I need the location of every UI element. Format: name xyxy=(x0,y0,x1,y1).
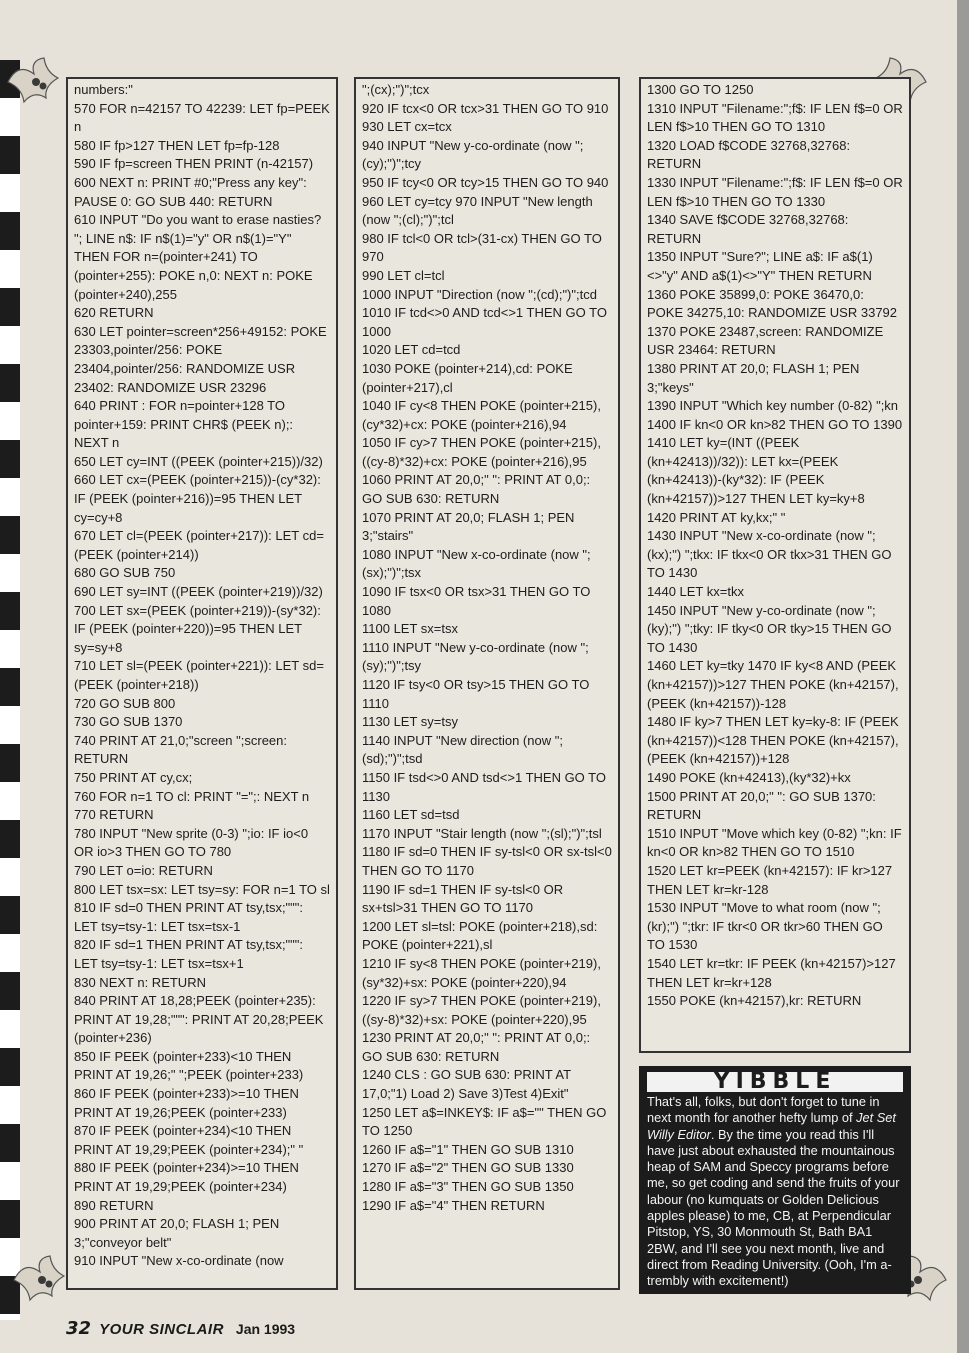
code-line: 1320 LOAD f$CODE 32768,32768: RETURN xyxy=(647,137,851,172)
code-line: 1540 LET kr=tkr: IF PEEK (kn+42157)>127 THEN LET kr=kr+128 xyxy=(647,955,896,990)
code-line: 750 PRINT AT cy,cx; xyxy=(74,769,193,785)
code-line: 1310 INPUT "Filename:";f$: IF LEN f$=0 OR LEN f$>10 THEN GO TO 1310 xyxy=(647,100,903,135)
code-line: 670 LET cl=(PEEK (pointer+217)): LET cd=(PEEK (pointer+214)) xyxy=(74,528,324,562)
code-line: 780 INPUT "New sprite (0-3) ";io: IF io<0 OR io>3 THEN GO TO 780 xyxy=(74,825,309,860)
code-line: 810 IF sd=0 THEN PRINT AT tsy,tsx;""": LET tsy=tsy-1: LET tsx=tsx-1 xyxy=(74,900,304,934)
yibble-heading: YIBBLE xyxy=(647,1072,903,1092)
code-line: 690 LET sy=INT ((PEEK (pointer+219))/32) xyxy=(74,584,323,600)
yibble-paragraph xyxy=(647,1094,903,1290)
code-line: 1370 POKE 23487,screen: RANDOMIZE USR 23464: RETURN xyxy=(647,323,884,358)
code-line: 600 NEXT n: PRINT #0;"Press any key": PAUSE 0: GO SUB 440: RETURN xyxy=(74,174,307,209)
code-line: 580 IF fp>127 THEN LET fp=fp-128 xyxy=(74,137,280,153)
code-line: 1000 INPUT "Direction (now ";(cd);")";tcd xyxy=(362,286,597,302)
code-line: 730 GO SUB 1370 xyxy=(74,714,183,730)
code-line: 1430 INPUT "New x-co-ordinate (now ";(kx);") ";tkx: IF tkx<0 OR tkx>31 THEN GO TO 1430 xyxy=(647,528,892,581)
code-line: 1100 LET sx=tsx xyxy=(362,621,458,637)
program-listing-text xyxy=(74,81,330,1271)
code-line: 630 LET pointer=screen*256+49152: POKE 23303,pointer/256: POKE 23404,pointer/256: RANDOMIZE USR 23402: RANDOMIZE USR 23296 xyxy=(74,323,327,395)
code-line: 1550 POKE (kn+42157),kr: RETURN xyxy=(647,993,862,1009)
code-line: 1450 INPUT "New y-co-ordinate (now ";(ky);") ";tky: IF tky<0 OR tky>15 THEN GO TO 1430 xyxy=(647,602,892,655)
code-line: 1490 POKE (kn+42413),(ky*32)+kx xyxy=(647,769,851,785)
code-line: 1420 PRINT AT ky,kx;" " xyxy=(647,509,786,525)
code-line: 860 IF PEEK (pointer+233)>=10 THEN PRINT AT 19,26;PEEK (pointer+233) xyxy=(74,1086,299,1120)
code-line: 660 LET cx=(PEEK (pointer+215))-(cy*32): IF (PEEK (pointer+216))=95 THEN LET cy=cy+8 xyxy=(74,472,321,525)
code-line: 850 IF PEEK (pointer+233)<10 THEN PRINT AT 19,26;" ";PEEK (pointer+233) xyxy=(74,1048,304,1083)
code-line: 1520 LET kr=PEEK (kn+42157): IF kr>127 THEN LET kr=kr-128 xyxy=(647,862,893,897)
code-line: 1070 PRINT AT 20,0; FLASH 1; PEN 3;"stairs" xyxy=(362,509,575,544)
code-line: 1020 LET cd=tcd xyxy=(362,342,461,358)
code-line: 680 GO SUB 750 xyxy=(74,565,176,581)
code-line: 1240 CLS : GO SUB 630: PRINT AT 17,0;"1) Load 2) Save 3)Test 4)Exit" xyxy=(362,1067,571,1102)
code-line: 1220 IF sy>7 THEN POKE (pointer+219),((sy-8)*32)+sx: POKE (pointer+220),95 xyxy=(362,993,601,1027)
code-line: 1330 INPUT "Filename:";f$: IF LEN f$=0 OR LEN f$>10 THEN GO TO 1330 xyxy=(647,174,903,209)
code-line: 1400 IF kn<0 OR kn>82 THEN GO TO 1390 xyxy=(647,416,903,432)
checkered-border-strip xyxy=(0,60,20,1320)
code-line: 910 INPUT "New x-co-ordinate (now xyxy=(74,1253,284,1269)
code-line: 740 PRINT AT 21,0;"screen ";screen: RETURN xyxy=(74,732,288,767)
code-line: 830 NEXT n: RETURN xyxy=(74,974,206,990)
code-line: 1300 GO TO 1250 xyxy=(647,82,754,97)
code-line: 590 IF fp=screen THEN PRINT (n-42157) xyxy=(74,156,314,172)
code-line: 640 PRINT : FOR n=pointer+128 TO pointer+159: PRINT CHR$ (PEEK n);: NEXT n xyxy=(74,398,294,451)
code-line: ";(cx);")";tcx xyxy=(362,82,430,97)
code-line: 1130 LET sy=tsy xyxy=(362,714,458,730)
code-line: 1270 IF a$="2" THEN GO SUB 1330 xyxy=(362,1160,574,1176)
code-line: 1010 IF tcd<>0 AND tcd<>1 THEN GO TO 1000 xyxy=(362,305,607,339)
code-line: 1110 INPUT "New y-co-ordinate (now ";(sy);")";tsy xyxy=(362,639,589,674)
code-line: 930 LET cx=tcx xyxy=(362,119,452,135)
magazine-name: YOUR SINCLAIR xyxy=(99,1321,224,1338)
code-line: 1090 IF tsx<0 OR tsx>31 THEN GO TO 1080 xyxy=(362,584,591,618)
code-line: 1050 IF cy>7 THEN POKE (pointer+215),((cy-8)*32)+cx: POKE (pointer+216),95 xyxy=(362,435,601,469)
code-line: 1500 PRINT AT 20,0;" ": GO SUB 1370: RETURN xyxy=(647,788,876,823)
code-line: 900 PRINT AT 20,0; FLASH 1; PEN 3;"conveyor belt" xyxy=(74,1216,280,1250)
code-line: 1390 INPUT "Which key number (0-82) ";kn xyxy=(647,398,899,414)
code-line: 1230 PRINT AT 20,0;" ": PRINT AT 0,0;: GO SUB 630: RETURN xyxy=(362,1030,591,1064)
code-line: 770 RETURN xyxy=(74,807,154,823)
code-line: 960 LET cy=tcy 970 INPUT "New length (now ";(cl);")";tcl xyxy=(362,193,593,228)
yibble-text-italic: Jet Set Willy Editor xyxy=(647,1110,896,1142)
code-line: 950 IF tcy<0 OR tcy>15 THEN GO TO 940 xyxy=(362,174,609,190)
page-edge-strip xyxy=(957,0,969,1353)
code-line: 1060 PRINT AT 20,0;" ": PRINT AT 0,0;: GO SUB 630: RETURN xyxy=(362,472,591,507)
code-line: 700 LET sx=(PEEK (pointer+219))-(sy*32): IF (PEEK (pointer+220))=95 THEN LET sy=sy+8 xyxy=(74,602,321,655)
issue-date: Jan 1993 xyxy=(235,1321,296,1337)
code-line: 650 LET cy=INT ((PEEK (pointer+215))/32) xyxy=(74,453,323,469)
code-line: 1190 IF sd=1 THEN IF sy-tsl<0 OR sx+tsl>31 THEN GO TO 1170 xyxy=(362,881,564,916)
code-line: 1250 LET a$=INKEY$: IF a$="" THEN GO TO 1250 xyxy=(362,1104,607,1139)
code-line: 1150 IF tsd<>0 AND tsd<>1 THEN GO TO 1130 xyxy=(362,769,606,804)
listing-column-1 xyxy=(66,77,338,1290)
yibble-box xyxy=(639,1066,911,1294)
code-line: 1260 IF a$="1" THEN GO SUB 1310 xyxy=(362,1141,574,1157)
code-line: 710 LET sl=(PEEK (pointer+221)): LET sd=(PEEK (pointer+218)) xyxy=(74,658,324,692)
code-line: 1480 IF ky>7 THEN LET ky=ky-8: IF (PEEK (kn+42157))<128 THEN POKE (kn+42157),(PEEK (kn+42157))+128 xyxy=(647,714,899,767)
code-line: 610 INPUT "Do you want to erase nasties? "; LINE n$: IF n$(1)="y" OR n$(1)="Y" THEN FOR n=(pointer+241) TO (pointer+255): POKE n,0: NEXT n: POKE (pointer+240),255 xyxy=(74,212,322,302)
code-line: 1460 LET ky=tky 1470 IF ky<8 AND (PEEK (kn+42157))>127 THEN POKE (kn+42157),(PEEK (kn+42157))-128 xyxy=(647,658,899,711)
listing-column-2 xyxy=(354,77,620,1290)
code-line: 1290 IF a$="4" THEN RETURN xyxy=(362,1197,545,1213)
code-line: 1360 POKE 35899,0: POKE 36470,0: POKE 34275,10: RANDOMIZE USR 33792 xyxy=(647,286,898,321)
code-line: 1160 LET sd=tsd xyxy=(362,807,460,823)
code-line: 1380 PRINT AT 20,0; FLASH 1; PEN 3;"keys" xyxy=(647,360,860,395)
code-line: 800 LET tsx=sx: LET tsy=sy: FOR n=1 TO sl xyxy=(74,881,330,897)
page-number: 32 xyxy=(66,1318,92,1339)
code-line: 1410 LET ky=(INT ((PEEK (kn+42413))/32)): LET kx=(PEEK (kn+42413))-(ky*32): IF (PEEK (kn+42157))>127 THEN LET ky=ky+8 xyxy=(647,435,865,507)
holly-icon-top-left xyxy=(0,52,70,112)
page-footer xyxy=(66,1318,295,1340)
code-line: 820 IF sd=1 THEN PRINT AT tsy,tsx;""": LET tsy=tsy-1: LET tsx=tsx+1 xyxy=(74,937,304,971)
code-line: 570 FOR n=42157 TO 42239: LET fp=PEEK n xyxy=(74,100,330,135)
code-line: 990 LET cl=tcl xyxy=(362,267,445,283)
code-line: 790 LET o=io: RETURN xyxy=(74,862,213,878)
code-line: 760 FOR n=1 TO cl: PRINT "=";: NEXT n xyxy=(74,788,310,804)
code-line: 1080 INPUT "New x-co-ordinate (now ";(sx);")";tsx xyxy=(362,546,591,581)
code-line: 1440 LET kx=tkx xyxy=(647,584,744,600)
code-line: 1040 IF cy<8 THEN POKE (pointer+215),(cy*32)+cx: POKE (pointer+216),94 xyxy=(362,398,601,432)
code-line: 1530 INPUT "Move to what room (now ";(kr);") ";tkr: IF tkr<0 OR tkr>60 THEN GO TO 1530 xyxy=(647,900,883,953)
code-line: 1200 LET sl=tsl: POKE (pointer+218),sd: POKE (pointer+221),sl xyxy=(362,918,598,953)
code-line: 940 INPUT "New y-co-ordinate (now ";(cy);")";tcy xyxy=(362,137,584,172)
code-line: 870 IF PEEK (pointer+234)<10 THEN PRINT AT 19,29;PEEK (pointer+234);" " xyxy=(74,1123,304,1157)
code-line: 1120 IF tsy<0 OR tsy>15 THEN GO TO 1110 xyxy=(362,677,590,711)
code-line: 980 IF tcl<0 OR tcl>(31-cx) THEN GO TO 970 xyxy=(362,230,602,265)
code-line: 840 PRINT AT 18,28;PEEK (pointer+235): PRINT AT 19,28;""": PRINT AT 20,28;PEEK (pointer+236) xyxy=(74,993,324,1046)
yibble-text-part: That's all, folks, but don't forget to tune in next month for another hefty lump of xyxy=(647,1094,880,1126)
code-line: 720 GO SUB 800 xyxy=(74,695,176,711)
code-line: 1210 IF sy<8 THEN POKE (pointer+219),(sy*32)+sx: POKE (pointer+220),94 xyxy=(362,955,601,990)
code-line: 880 IF PEEK (pointer+234)>=10 THEN PRINT AT 19,29;PEEK (pointer+234) xyxy=(74,1160,299,1195)
code-line: 620 RETURN xyxy=(74,305,154,321)
code-line: numbers:" xyxy=(74,82,133,97)
code-line: 1140 INPUT "New direction (now ";(sd);")";tsd xyxy=(362,732,563,767)
code-line: 890 RETURN xyxy=(74,1197,154,1213)
program-listing-text xyxy=(362,81,612,1215)
code-line: 1170 INPUT "Stair length (now ";(sl);")";tsl xyxy=(362,825,602,841)
yibble-text-part: . By the time you read this I'll have just about exhausted the mountainous heap of SAM and Speccy programs before me, so get coding and send the fruits of your labour (no kumquats or Golden Delicious apples please) to me, CB, at Perpendicular Pitstop, YS, 30 Monmouth St, Bath BA1 2BW, and I'll see you next month, live and direct from Reading University. (Ooh, I'm a-trembly with excitement!) xyxy=(647,1126,900,1289)
program-listing-text xyxy=(647,81,903,1011)
code-line: 1030 POKE (pointer+214),cd: POKE (pointer+217),cl xyxy=(362,360,573,395)
code-line: 1340 SAVE f$CODE 32768,32768: RETURN xyxy=(647,212,849,246)
code-line: 920 IF tcx<0 OR tcx>31 THEN GO TO 910 xyxy=(362,100,609,116)
code-line: 1280 IF a$="3" THEN GO SUB 1350 xyxy=(362,1179,574,1195)
listing-column-3 xyxy=(639,77,911,1053)
code-line: 1350 INPUT "Sure?"; LINE a$: IF a$(1)<>"y" AND a$(1)<>"Y" THEN RETURN xyxy=(647,249,873,283)
code-line: 1510 INPUT "Move which key (0-82) ";kn: IF kn<0 OR kn>82 THEN GO TO 1510 xyxy=(647,825,902,860)
code-line: 1180 IF sd=0 THEN IF sy-tsl<0 OR sx-tsl<0 THEN GO TO 1170 xyxy=(362,844,612,878)
